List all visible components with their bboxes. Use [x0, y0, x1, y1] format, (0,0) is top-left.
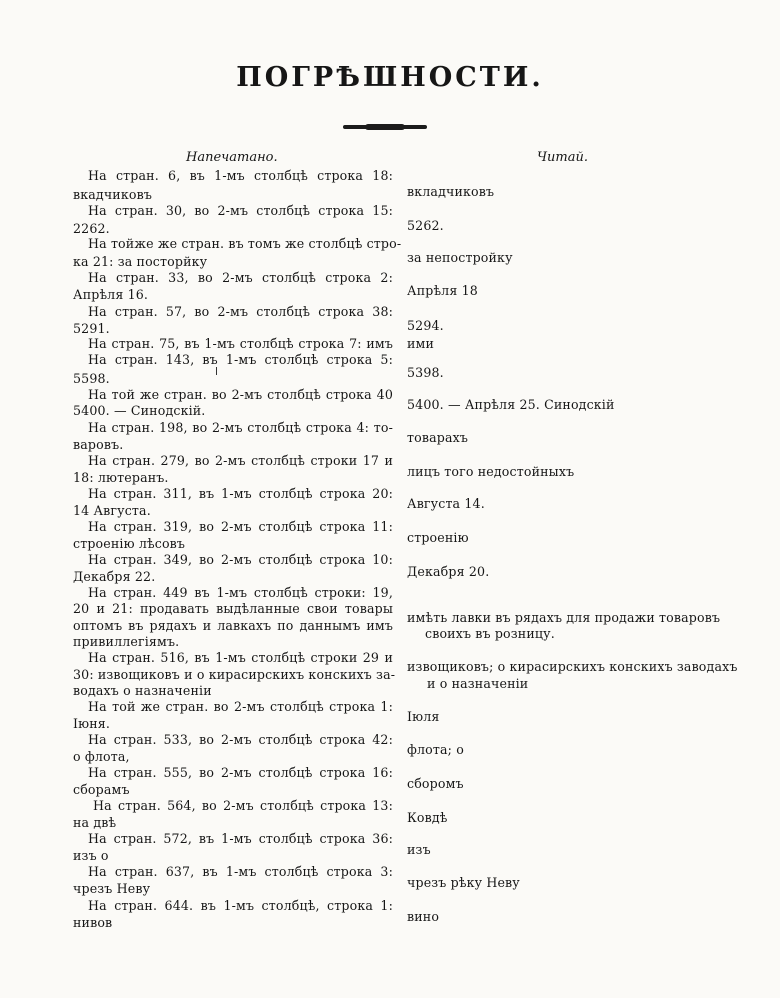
- correction-line: сборомъ: [407, 776, 464, 791]
- errata-line: 2262.: [73, 221, 110, 236]
- errata-line: На стран. 572, въ 1-мъ столбцѣ строка 36:: [88, 831, 393, 846]
- errata-line: 5291.: [73, 321, 110, 336]
- title-rule: [343, 125, 427, 129]
- errata-line: на двѣ: [73, 815, 117, 830]
- header-read: Читай.: [537, 150, 589, 165]
- correction-line: изъ: [407, 842, 431, 857]
- errata-line: На стран. 75, въ 1-мъ столбцѣ строка 7: имъ: [88, 336, 393, 351]
- correction-line: Іюля: [407, 709, 440, 724]
- correction-line: флота; о: [407, 742, 464, 757]
- correction-line: ими: [407, 336, 435, 351]
- errata-line: На стран. 644. въ 1-мъ столбцѣ, строка 1:: [88, 898, 393, 913]
- errata-line: На стран. 143, въ 1-мъ столбцѣ строка 5:: [88, 352, 393, 367]
- errata-line: сборамъ: [73, 782, 130, 797]
- errata-line: Іюня.: [73, 716, 111, 731]
- errata-line: На стран. 198, во 2-мъ столбцѣ строка 4: то-: [88, 420, 393, 435]
- errata-line: На стран. 57, во 2-мъ столбцѣ строка 38:: [88, 304, 393, 319]
- errata-line: На стран. 516, въ 1-мъ столбцѣ строки 29 и: [88, 650, 393, 665]
- errata-line: Декабря 22.: [73, 569, 156, 584]
- errata-line: На стран. 533, во 2-мъ столбцѣ строка 42:: [88, 732, 393, 747]
- errata-line: На стран. 311, въ 1-мъ столбцѣ строка 20:: [88, 486, 393, 501]
- errata-line: нивов: [73, 915, 113, 930]
- errata-line: На стран. 6, въ 1-мъ столбцѣ строка 18:: [88, 168, 393, 183]
- errata-line: 14 Августа.: [73, 503, 151, 518]
- correction-line: товарахъ: [407, 430, 469, 445]
- errata-line: чрезъ Неву: [73, 881, 151, 896]
- errata-line: На стран. 33, во 2-мъ столбцѣ строка 2:: [88, 270, 393, 285]
- correction-line: Апрѣля 18: [407, 283, 478, 298]
- errata-line: На стран. 564, во 2-мъ столбцѣ строка 13:: [93, 798, 393, 813]
- errata-line: вкадчиковъ: [73, 187, 152, 202]
- errata-line: водахъ о назначеніи: [73, 683, 212, 698]
- correction-line: 5262.: [407, 218, 444, 233]
- errata-line: На той же стран. во 2-мъ столбцѣ строка 40: [88, 387, 393, 402]
- errata-line: На стран. 319, во 2-мъ столбцѣ строка 11:: [88, 519, 393, 534]
- correction-line: 5294.: [407, 318, 444, 333]
- errata-line: На стран. 279, во 2-мъ столбцѣ строки 17 и: [88, 453, 393, 468]
- correction-line: за непостройку: [407, 250, 513, 265]
- correction-line: Декабря 20.: [407, 564, 490, 579]
- correction-line: строенію: [407, 530, 469, 545]
- errata-line: оптомъ въ рядахъ и лавкахъ по даннымъ имъ: [73, 618, 393, 633]
- errata-line: 30: извощиковъ и о кирасирскихъ конскихъ за-: [73, 667, 396, 682]
- errata-line: 5598.: [73, 371, 110, 386]
- errata-line: о флота,: [73, 749, 130, 764]
- errata-line: На стран. 449 въ 1-мъ столбцѣ строки: 19,: [88, 585, 393, 600]
- correction-line: своихъ въ розницу.: [425, 626, 555, 641]
- correction-line: 5400. — Апрѣля 25. Синодскій: [407, 397, 615, 412]
- errata-line: ка 21: за посторйку: [73, 254, 208, 269]
- errata-line: изъ о: [73, 848, 109, 863]
- errata-line: На стран. 349, во 2-мъ столбцѣ строка 10:: [88, 552, 393, 567]
- correction-line: и о назначеніи: [427, 676, 529, 691]
- correction-line: 5398.: [407, 365, 444, 380]
- errata-line: Апрѣля 16.: [73, 287, 149, 302]
- errata-line: варовъ.: [73, 437, 124, 452]
- errata-line: На тойже же стран. въ томъ же столбцѣ стро-: [88, 236, 402, 251]
- correction-line: Ковдѣ: [407, 810, 448, 825]
- header-printed: Напечатано.: [186, 150, 278, 165]
- correction-line: Августа 14.: [407, 496, 485, 511]
- errata-line: 18: лютеранъ.: [73, 470, 169, 485]
- errata-line: строенію лѣсовъ: [73, 536, 186, 551]
- correction-line: чрезъ рѣку Неву: [407, 875, 520, 890]
- errata-line: На стран. 30, во 2-мъ столбцѣ строка 15:: [88, 203, 393, 218]
- errata-line: На стран. 555, во 2-мъ столбцѣ строка 16:: [88, 765, 393, 780]
- errata-line: На той же стран. во 2-мъ столбцѣ строка 1:: [88, 699, 393, 714]
- errata-line: На стран. 637, въ 1-мъ столбцѣ строка 3:: [88, 864, 393, 879]
- errata-line: привиллегіямъ.: [73, 634, 180, 649]
- page-title: ПОГРѢШНОСТИ.: [236, 62, 544, 93]
- correction-line: вино: [407, 909, 440, 924]
- errata-line: 20 и 21: продавать выдѣланные свои товары: [73, 601, 393, 616]
- errata-line: 5400. — Синодскій.: [73, 403, 206, 418]
- correction-line: извощиковъ; о кирасирскихъ конскихъ заводахъ: [407, 659, 738, 674]
- correction-line: лицъ того недостойныхъ: [407, 464, 575, 479]
- correction-line: имѣть лавки въ рядахъ для продажи товаровъ: [407, 610, 721, 625]
- correction-line: вкладчиковъ: [407, 184, 495, 199]
